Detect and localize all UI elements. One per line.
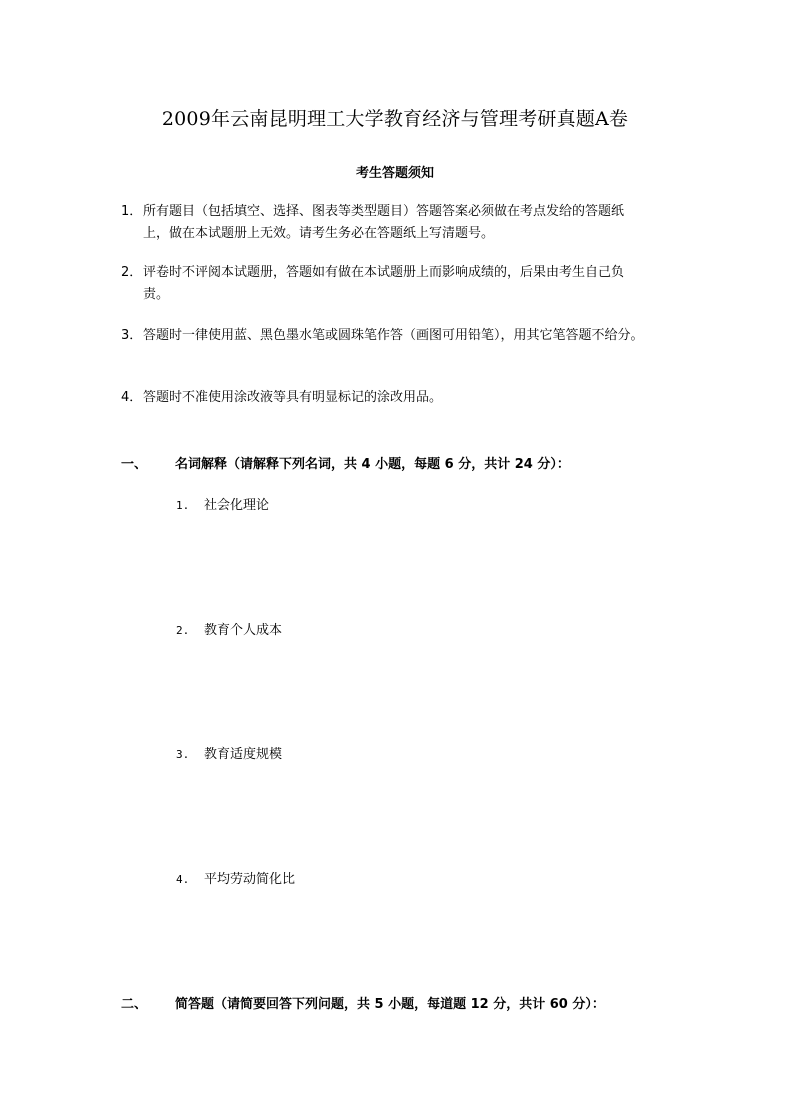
notice-item-number: 1． [121,204,143,219]
document-title: 2009年云南昆明理工大学教育经济与管理考研真题A卷 [161,108,629,130]
notice-item-number: 3． [121,328,143,343]
notice-item-number: 2． [121,265,143,280]
section-number: 一、 [121,457,148,472]
term-text: 教育个人成本 [204,623,283,638]
notice-item-1 [121,201,681,245]
notice-item-text: 答题时不准使用涂改液等具有明显标记的涂改用品。 [143,390,443,405]
term-item-4 [176,868,295,887]
term-number: 1. [176,499,190,512]
notice-heading: 考生答题须知 [355,166,434,181]
term-number: 3. [176,748,190,761]
section-title: 简答题（请简要回答下列问题，共 5 小题，每道题 12 分，共计 60 分）： [175,997,605,1012]
term-item-3 [176,743,282,762]
section-number: 二、 [121,997,148,1012]
notice-item-4 [121,387,681,409]
notice-item-text-cont: 责。 [143,287,170,302]
notice-item-3 [121,325,721,347]
notice-item-text-cont: 上，做在本试题册上无效。请考生务必在答题纸上写清题号。 [143,226,495,241]
term-text: 社会化理论 [204,498,270,513]
notice-item-text: 答题时一律使用蓝、黑色墨水笔或圆珠笔作答（画图可用铅笔），用其它笔答题不给分。 [143,328,644,343]
section-title: 名词解释（请解释下列名词，共 4 小题，每题 6 分，共计 24 分）： [175,457,570,472]
term-number: 2. [176,624,190,637]
notice-item-number: 4． [121,390,143,405]
notice-item-2 [121,262,681,306]
term-text: 平均劳动简化比 [204,872,296,887]
notice-item-text: 所有题目（包括填空、选择、图表等类型题目）答题答案必须做在考点发给的答题纸 [143,204,625,219]
term-text: 教育适度规模 [204,747,283,762]
term-number: 4. [176,873,190,886]
notice-item-text: 评卷时不评阅本试题册，答题如有做在本试题册上而影响成绩的，后果由考生自己负 [143,265,625,280]
term-item-2 [176,619,282,638]
term-item-1 [176,494,269,513]
